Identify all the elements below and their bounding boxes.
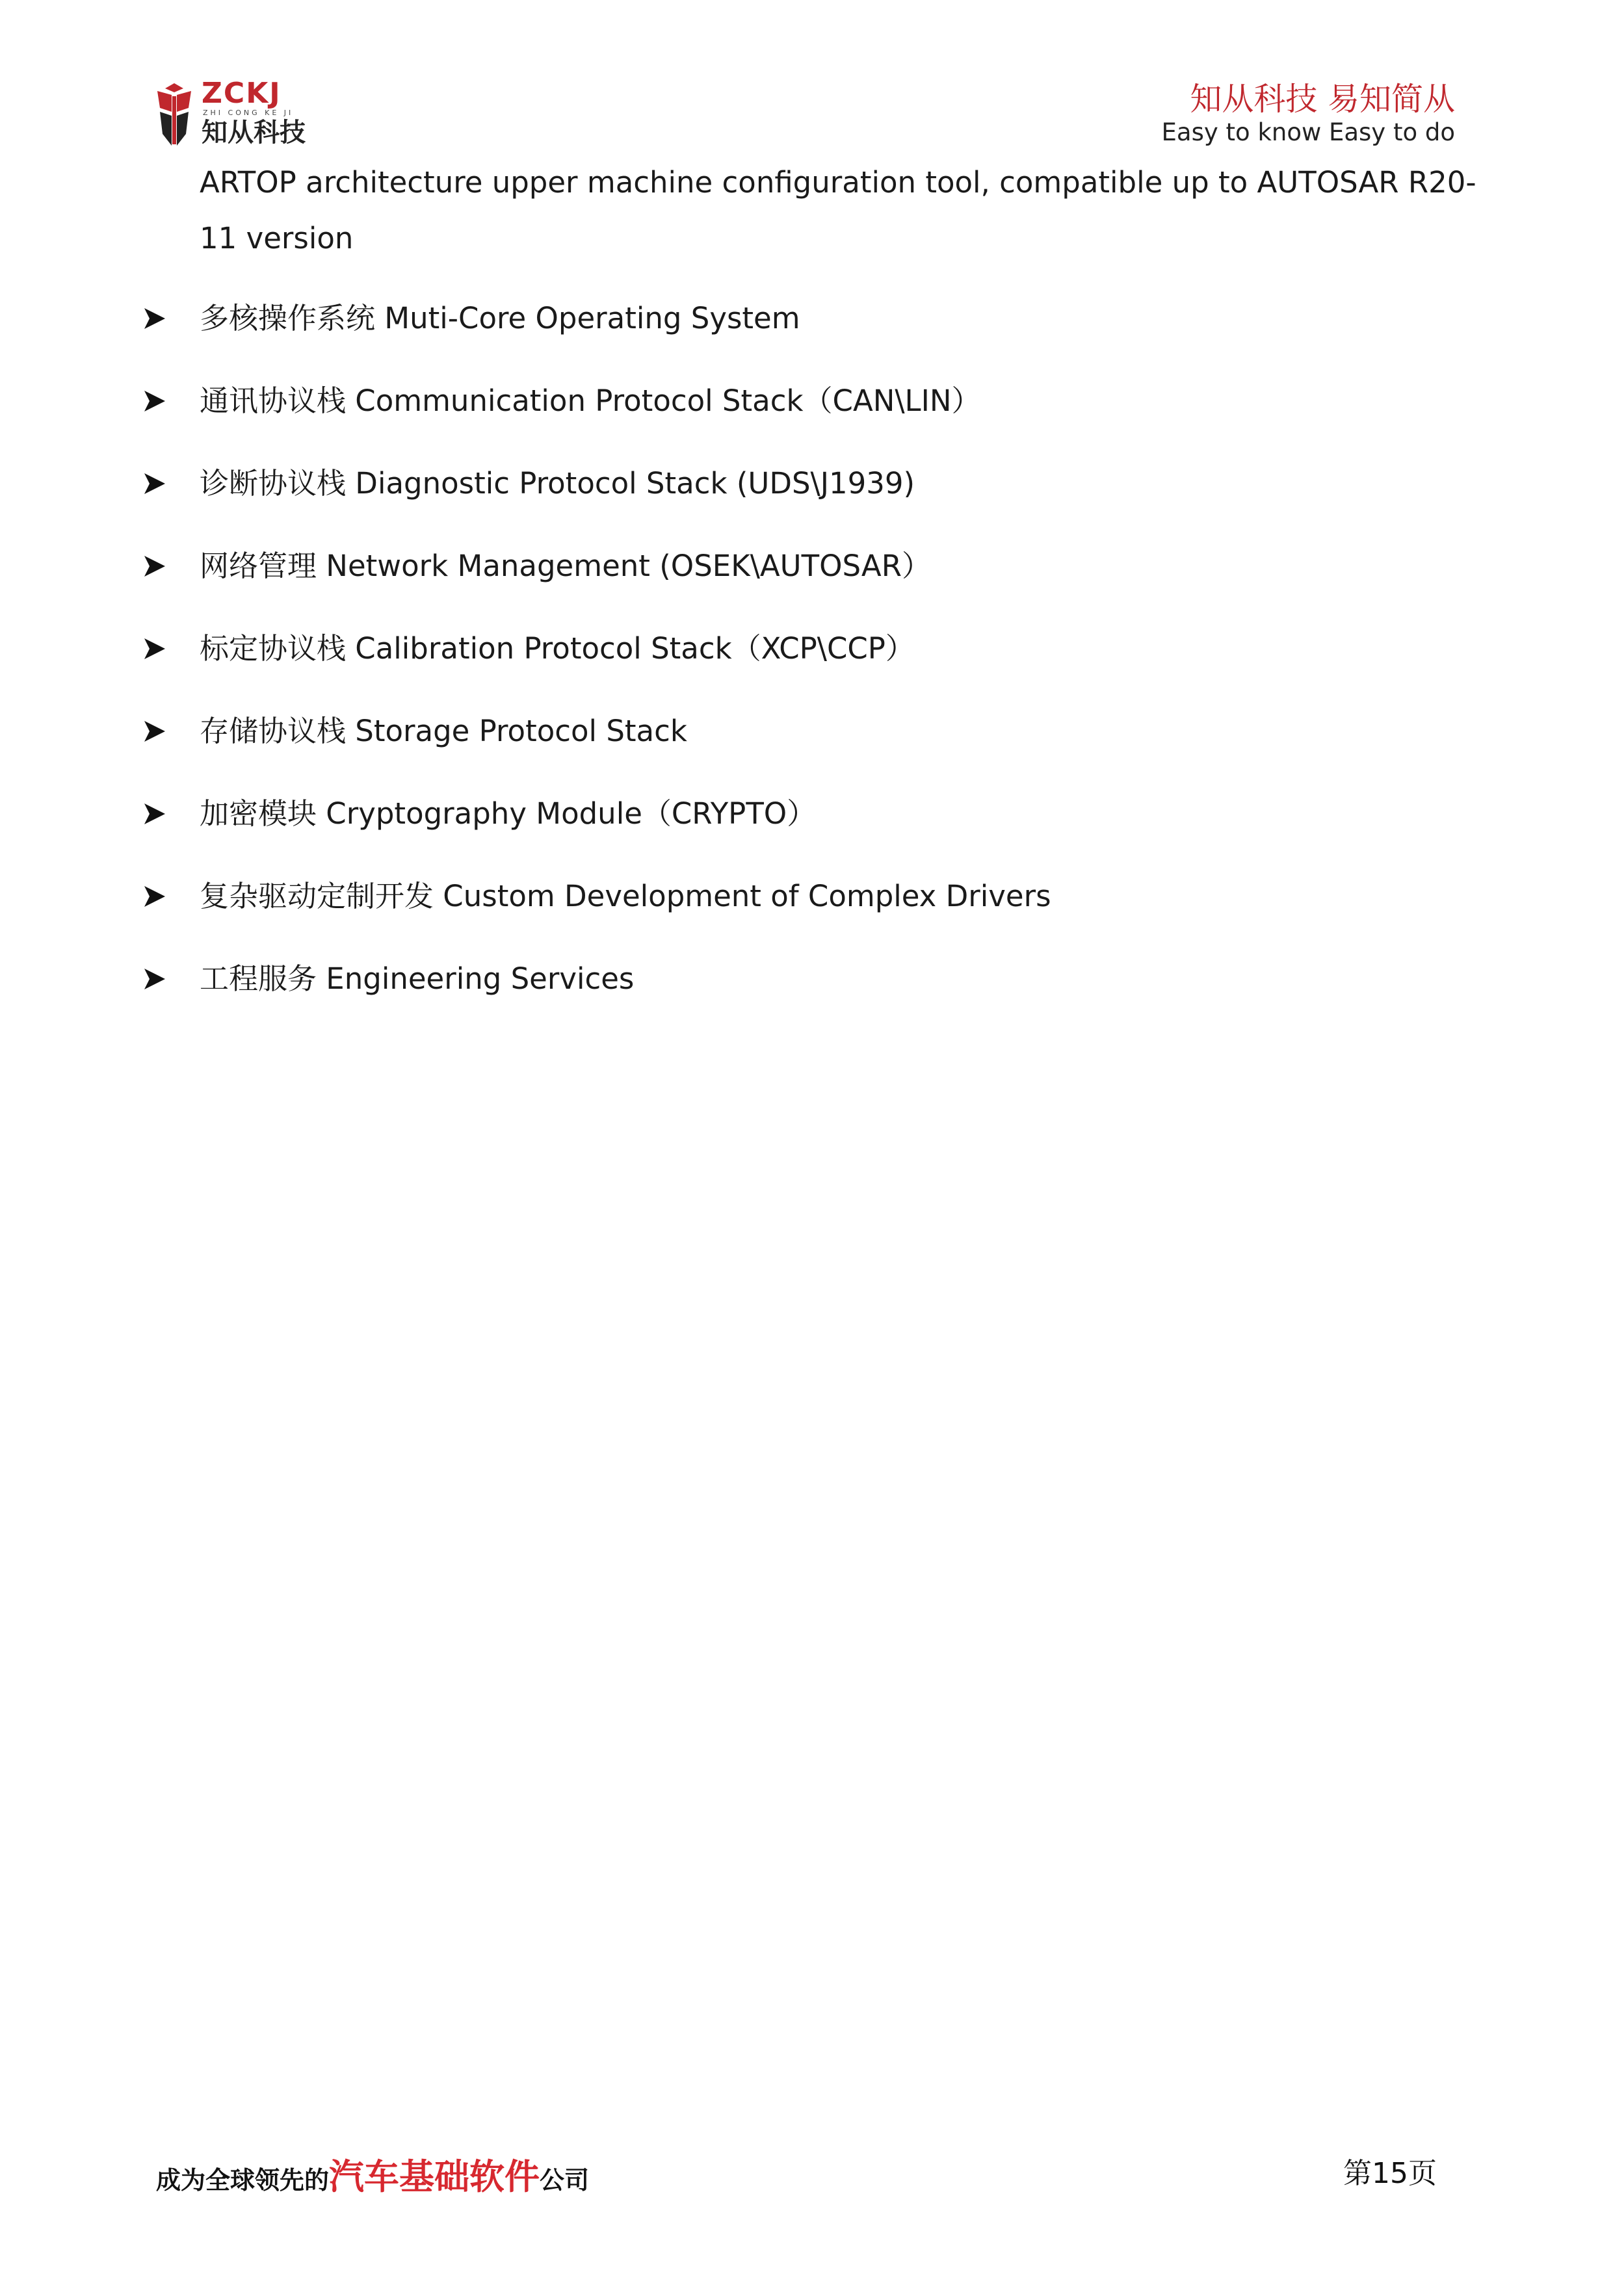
logo-brand-text: ZCKJ <box>202 77 282 110</box>
arrowhead-bullet-icon <box>142 953 168 1005</box>
list-item-text: 诊断协议栈 Diagnostic Protocol Stack (UDS\J1939) <box>200 466 915 501</box>
arrowhead-bullet-icon <box>142 375 168 427</box>
arrowhead-bullet-icon <box>142 293 168 345</box>
footer-slogan-highlight: 汽车基础软件 <box>329 2156 540 2197</box>
footer-slogan-suffix: 公司 <box>540 2166 590 2195</box>
header-tagline-chinese: 知从科技 易知简从 <box>1190 81 1455 118</box>
header-tagline-english: Easy to know Easy to do <box>1161 118 1455 146</box>
page-number: 第15页 <box>1343 2157 1437 2190</box>
arrowhead-bullet-icon <box>142 458 168 510</box>
list-item-text: 通讯协议栈 Communication Protocol Stack（CAN\LIN） <box>200 384 981 418</box>
list-item-text: 复杂驱动定制开发 Custom Development of Complex Drivers <box>200 879 1051 913</box>
list-item-text: 多核操作系统 Muti-Core Operating System <box>200 301 800 335</box>
continuation-paragraph: ARTOP architecture upper machine configuration tool, compatible up to AUTOSAR R20-11 version <box>200 165 1476 255</box>
arrowhead-bullet-icon <box>142 870 168 922</box>
list-item-text: 加密模块 Cryptography Module（CRYPTO） <box>200 796 817 831</box>
red-shield-emblem-icon <box>155 82 194 147</box>
footer-slogan <box>156 2156 590 2205</box>
arrowhead-bullet-icon <box>142 540 168 592</box>
list-item-text: 标定协议栈 Calibration Protocol Stack（XCP\CCP） <box>200 631 915 666</box>
arrowhead-bullet-icon <box>142 705 168 757</box>
footer-slogan-prefix: 成为全球领先的 <box>156 2166 330 2195</box>
logo-chinese-name: 知从科技 <box>202 118 306 148</box>
list-item-text: 存储协议栈 Storage Protocol Stack <box>200 714 687 748</box>
list-item-text: 工程服务 Engineering Services <box>200 961 635 996</box>
arrowhead-bullet-icon <box>142 623 168 675</box>
logo-pinyin-text: ZHI CONG KE JI <box>203 109 294 117</box>
arrowhead-bullet-icon <box>142 788 168 840</box>
company-logo <box>155 77 343 148</box>
list-item-text: 网络管理 Network Management (OSEK\AUTOSAR） <box>200 549 931 583</box>
